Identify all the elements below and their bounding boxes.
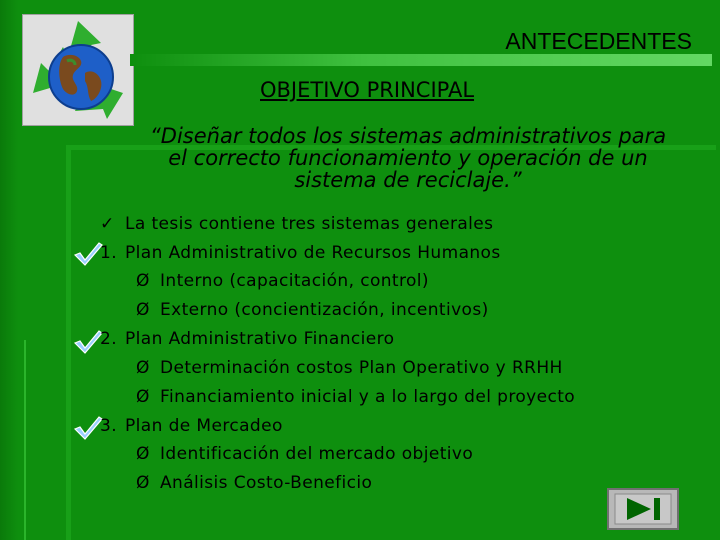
section-1-item-2 [136, 300, 489, 328]
check-bullet-icon: ✓ [100, 214, 115, 234]
decorative-line-vertical [24, 340, 26, 540]
arrow-bullet-icon: Ø [136, 271, 150, 291]
section-2-item-1-text: Determinación costos Plan Operativo y RRHH [160, 358, 563, 378]
section-3-title-text: Plan de Mercadeo [125, 416, 283, 436]
arrow-bullet-icon: Ø [136, 444, 150, 464]
arrow-bullet-icon: Ø [136, 358, 150, 378]
slide-title: ANTECEDENTES [505, 28, 692, 54]
section-3-number: 3. [100, 416, 118, 436]
section-subtitle: OBJETIVO PRINCIPAL [260, 78, 475, 102]
arrow-bullet-icon: Ø [136, 387, 150, 407]
objective-quote [118, 125, 698, 191]
section-2-title [100, 329, 394, 357]
section-3-item-1-text: Identificación del mercado objetivo [160, 444, 474, 464]
section-2-item-2-text: Financiamiento inicial y a lo largo del proyecto [160, 387, 576, 407]
objective-quote-line-2: el correcto funcionamiento y operación de un [168, 146, 648, 170]
section-1-item-2-text: Externo (concientización, incentivos) [160, 300, 489, 320]
section-2-item-2 [136, 387, 575, 415]
decorative-bar-vertical [66, 145, 71, 540]
arrow-bullet-icon: Ø [136, 473, 150, 493]
section-1-title-text: Plan Administrativo de Recursos Humanos [125, 243, 501, 263]
intro-text: La tesis contiene tres sistemas generales [125, 214, 494, 234]
section-3-item-2-text: Análisis Costo-Beneficio [160, 473, 373, 493]
objective-quote-line-1: “Diseñar todos los sistemas administrativos para [149, 124, 667, 148]
section-2-number: 2. [100, 329, 118, 349]
recycling-globe-icon [23, 15, 133, 125]
section-3-item-1 [136, 444, 473, 472]
next-slide-button[interactable] [607, 488, 679, 530]
section-1-item-1-text: Interno (capacitación, control) [160, 271, 429, 291]
section-2-title-text: Plan Administrativo Financiero [125, 329, 395, 349]
section-2-item-1 [136, 358, 563, 386]
background-edge [0, 0, 18, 540]
section-1-number: 1. [100, 243, 118, 263]
section-1-title [100, 243, 501, 271]
objective-quote-line-3: sistema de reciclaje.” [294, 168, 522, 192]
section-3-title [100, 416, 283, 444]
next-slide-icon [609, 490, 677, 528]
section-3-item-2 [136, 473, 372, 501]
section-1-item-1 [136, 271, 429, 299]
arrow-bullet-icon: Ø [136, 300, 150, 320]
recycling-globe-logo [22, 14, 134, 126]
intro-line [100, 214, 493, 242]
header-band [130, 54, 712, 66]
